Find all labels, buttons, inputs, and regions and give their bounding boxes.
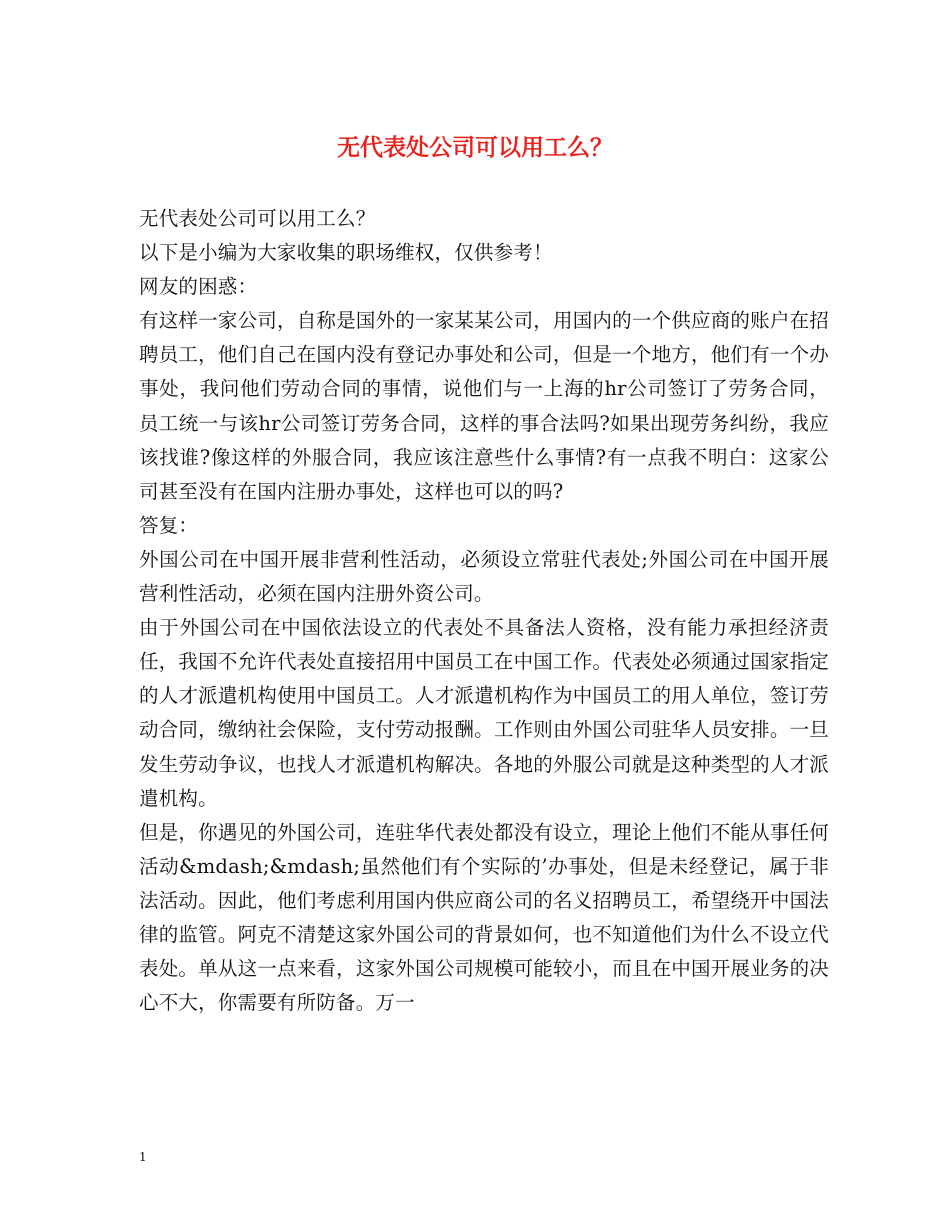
paragraph-confusion-heading: 网友的困惑： xyxy=(139,275,258,299)
document-title: 无代表处公司可以用工么？ xyxy=(337,134,613,161)
paragraph-question: 无代表处公司可以用工么？ xyxy=(139,207,376,230)
paragraph-answer-3: 但是，你遇见的外国公司，连驻华代表处都没有设立，理论上他们不能从事任何活动&mdash;&mdash;虽然他们有个实际的’办事处，但是未经登记，属于非法活动。因此，他们考虑利用国内供应商公司的名义招聘员工，希望绕开中国法律的监管。阿克不清楚这家外国公司的背景如何，也不知道他们为什么不设立代表处。单从这一点来看，这家外国公司规模可能较小，而且在中国开展业务的决心不大，你需要有所防备。万一 xyxy=(139,820,829,1015)
document-body xyxy=(139,202,829,1020)
paragraph-intro: 以下是小编为大家收集的职场维权，仅供参考！ xyxy=(139,241,553,265)
page-number: 1 xyxy=(139,1150,147,1164)
paragraph-confusion-body: 有这样一家公司，自称是国外的一家某某公司，用国内的一个供应商的账户在招聘员工，他们自己在国内没有登记办事处和公司，但是一个地方，他们有一个办事处，我问他们劳动合同的事情，说他们与一上海的hr公司签订了劳务合同，员工统一与该hr公司签订劳务合同，这样的事合法吗?如果出现劳务纠纷，我应该找谁?像这样的外服合同，我应该注意些什么事情?有一点我不明白：这家公司甚至没有在国内注册办事处，这样也可以的吗? xyxy=(139,309,829,503)
paragraph-answer-2: 由于外国公司在中国依法设立的代表处不具备法人资格，没有能力承担经济责任，我国不允许代表处直接招用中国员工在中国工作。代表处必须通过国家指定的人才派遣机构使用中国员工。人才派遣机构作为中国员工的用人单位，签订劳动合同，缴纳社会保险，支付劳动报酬。工作则由外国公司驻华人员安排。一旦发生劳动争议，也找人才派遣机构解决。各地的外服公司就是这种类型的人才派遣机构。 xyxy=(139,616,829,810)
paragraph-answer-heading: 答复： xyxy=(139,513,199,537)
paragraph-answer-1: 外国公司在中国开展非营利性活动，必须设立常驻代表处;外国公司在中国开展营利性活动，必须在国内注册外资公司。 xyxy=(139,547,829,606)
